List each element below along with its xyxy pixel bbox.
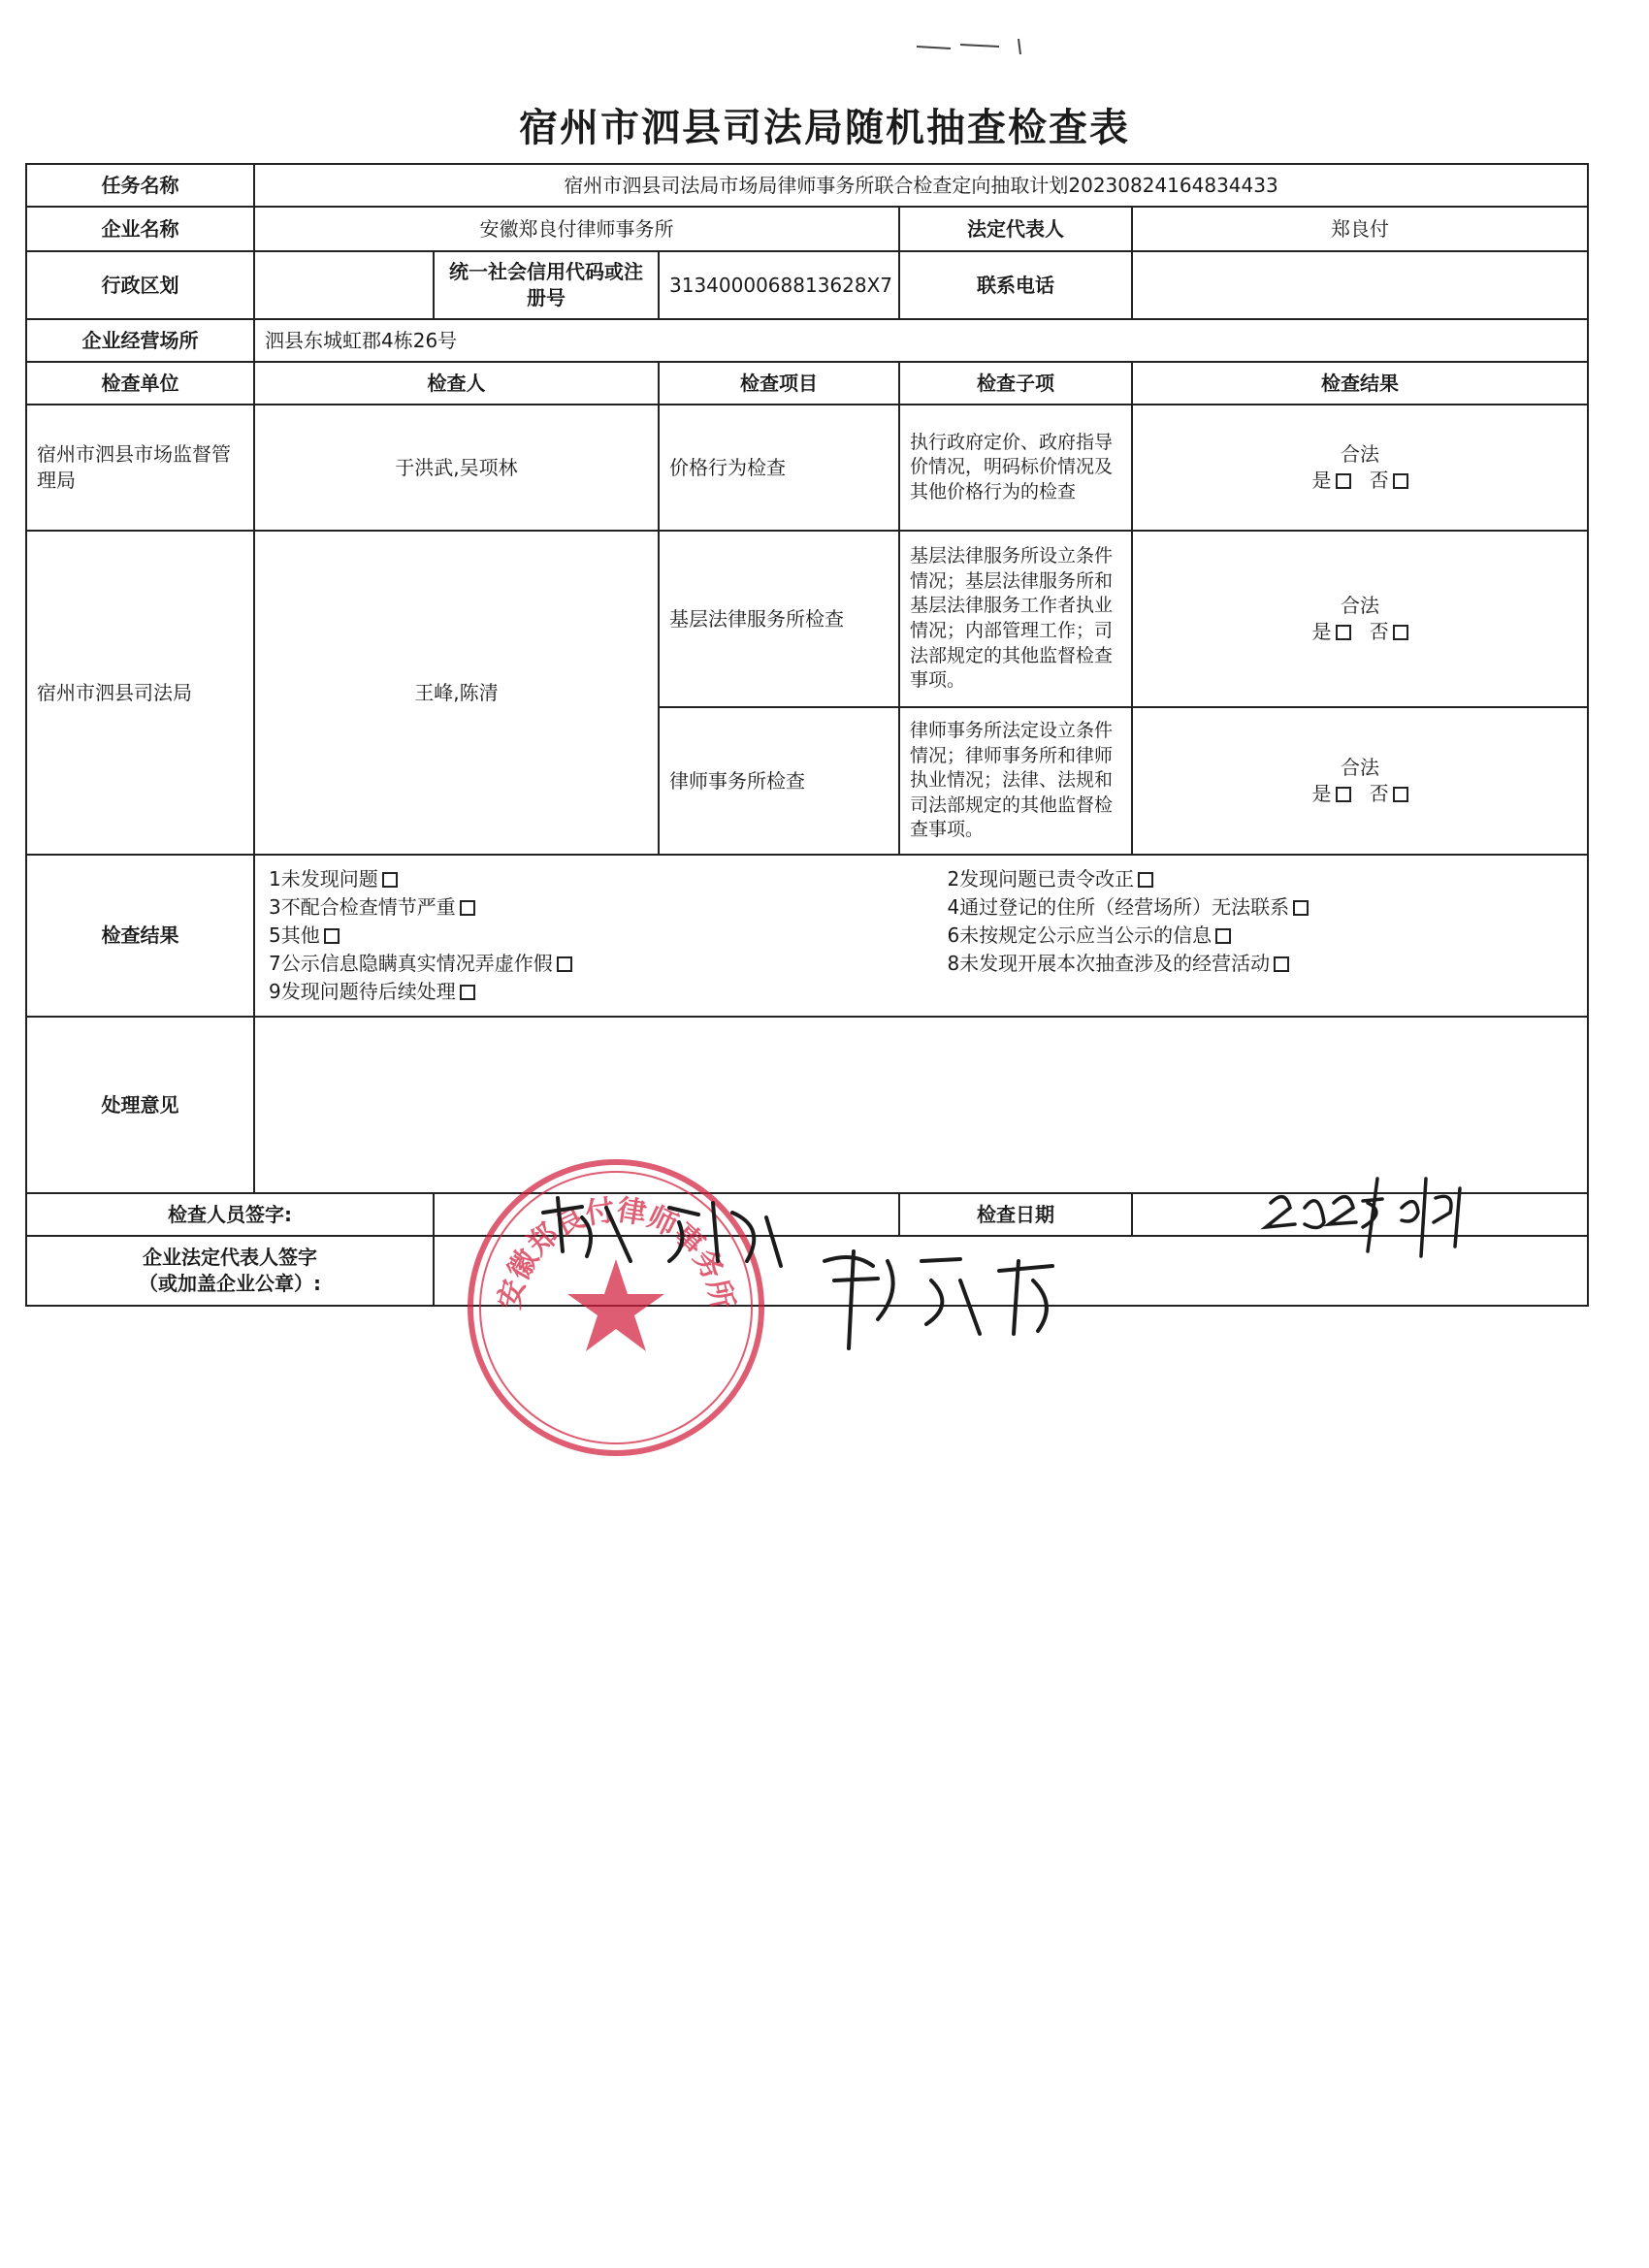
result-option: 1未发现问题 [269,865,895,893]
row-unit: 宿州市泗县司法局 [26,531,254,855]
verdict-title: 合法 [1341,594,1380,617]
credit-code-value: 3134000068813628X7 [659,251,899,319]
address-value: 泗县东城虹郡4栋26号 [254,319,1588,362]
result-checkbox[interactable] [557,956,572,972]
result-option: 3不配合检查情节严重 [269,893,895,922]
table-row [26,531,1588,707]
row-item: 基层法律服务所检查 [659,531,899,707]
enterprise-label: 企业名称 [26,207,254,251]
address-label: 企业经营场所 [26,319,254,362]
no-checkbox[interactable] [1393,787,1408,802]
result-checkbox[interactable] [460,985,475,1000]
row-item: 价格行为检查 [659,405,899,531]
result-checkbox[interactable] [1138,872,1153,888]
row-inspector: 王峰,陈清 [254,531,659,855]
company-seal [461,1152,771,1463]
col-unit-header: 检查单位 [26,362,254,405]
phone-label: 联系电话 [899,251,1132,319]
phone-value [1132,251,1588,319]
yes-label: 是 [1311,469,1332,492]
yes-checkbox[interactable] [1336,787,1351,802]
seal-star-icon [567,1259,664,1351]
scan-marks [912,29,1106,58]
row-subitem: 执行政府定价、政府指导价情况，明码标价情况及其他价格行为的检查 [899,405,1132,531]
row-item: 律师事务所检查 [659,707,899,855]
opinion-label: 处理意见 [26,1017,254,1193]
result-checkbox[interactable] [1274,956,1289,972]
row-unit: 宿州市泗县市场监督管理局 [26,405,254,531]
result-checkbox[interactable] [382,872,398,888]
result-option: 6未按规定公示应当公示的信息 [947,922,1573,950]
yes-label: 是 [1311,782,1332,805]
table-row [26,405,1588,531]
region-label: 行政区划 [26,251,254,319]
results-right-column [947,865,1573,1006]
yes-checkbox[interactable] [1336,473,1351,489]
result-checkbox[interactable] [1215,928,1231,944]
opinion-value[interactable] [254,1017,1588,1193]
result-option: 4通过登记的住所（经营场所）无法联系 [947,893,1573,922]
region-value [254,251,434,319]
no-label: 否 [1369,620,1389,643]
yes-label: 是 [1311,620,1332,643]
result-option: 7公示信息隐瞒真实情况弄虚作假 [269,950,895,978]
results-label: 检查结果 [26,855,254,1017]
no-checkbox[interactable] [1393,625,1408,640]
task-value: 宿州市泗县司法局市场局律师事务所联合检查定向抽取计划20230824164834433 [254,164,1588,207]
result-option: 8未发现开展本次抽查涉及的经营活动 [947,950,1573,978]
inspector-sign-label: 检查人员签字: [26,1193,434,1236]
row-subitem: 基层法律服务所设立条件情况；基层法律服务所和基层法律服务工作者执业情况；内部管理工作；司法部规定的其他监督检查事项。 [899,531,1132,707]
enterprise-value: 安徽郑良付律师事务所 [254,207,899,251]
col-item-header: 检查项目 [659,362,899,405]
form-title: 宿州市泗县司法局随机抽查检查表 [519,106,1130,150]
col-subitem-header: 检查子项 [899,362,1132,405]
row-subitem: 律师事务所法定设立条件情况；律师事务所和律师执业情况；法律、法规和司法部规定的其他监督检查事项。 [899,707,1132,855]
row-verdict [1132,405,1588,531]
row-verdict [1132,707,1588,855]
results-left-column [269,865,895,1006]
inspection-table [25,163,1589,1307]
no-checkbox[interactable] [1393,473,1408,489]
result-option: 2发现问题已责令改正 [947,865,1573,893]
result-checkbox[interactable] [1293,900,1309,916]
task-label: 任务名称 [26,164,254,207]
result-option: 9发现问题待后续处理 [269,978,895,1006]
result-checkbox[interactable] [324,928,340,944]
seal-text: 安徽郑良付律师事务所 [492,1193,740,1312]
row-verdict [1132,531,1588,707]
col-inspector-header: 检查人 [254,362,659,405]
legal-rep-value: 郑良付 [1132,207,1588,251]
legal-rep-label: 法定代表人 [899,207,1132,251]
verdict-title: 合法 [1341,442,1380,466]
yes-checkbox[interactable] [1336,625,1351,640]
row-inspector: 于洪武,吴项林 [254,405,659,531]
results-options [254,855,1588,1017]
col-result-header: 检查结果 [1132,362,1588,405]
legal-rep-sign-label: 企业法定代表人签字 （或加盖企业公章）: [26,1236,434,1306]
date-label: 检查日期 [899,1193,1132,1236]
no-label: 否 [1369,469,1389,492]
date-value[interactable] [1132,1193,1588,1236]
no-label: 否 [1369,782,1389,805]
result-option: 5其他 [269,922,895,950]
verdict-title: 合法 [1341,756,1380,779]
credit-code-label: 统一社会信用代码或注册号 [434,251,659,319]
result-checkbox[interactable] [460,900,475,916]
